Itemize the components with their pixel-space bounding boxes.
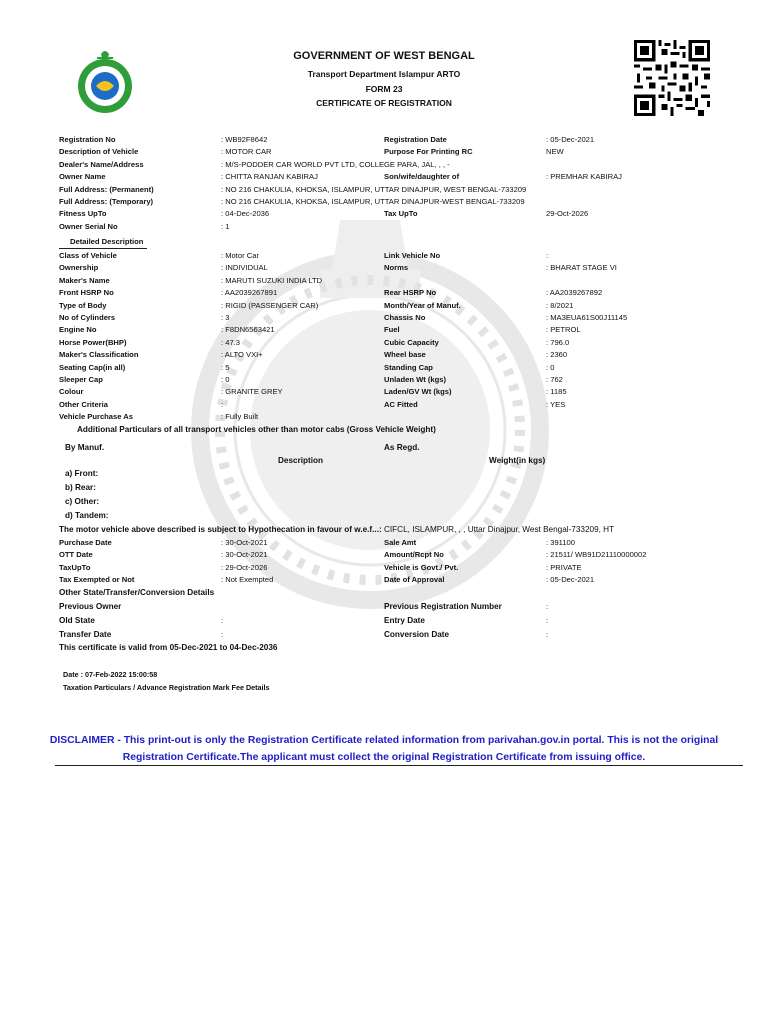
purchase-value: : 30-Oct-2021: [221, 550, 268, 560]
form-number: FORM 23: [365, 84, 403, 94]
details-label: Front HSRP No: [59, 288, 114, 298]
transfer-date-label: Transfer Date: [59, 630, 112, 639]
details-label-right: Rear HSRP No: [384, 288, 437, 298]
details-label-right: Unladen Wt (kgs): [384, 375, 447, 384]
details-label: Class of Vehicle: [59, 251, 117, 260]
details-value: : Motor Car: [221, 251, 259, 260]
weight-column-header: Weight(in kgs): [489, 456, 546, 465]
government-title: GOVERNMENT OF WEST BENGAL: [293, 50, 475, 62]
purchase-label: TaxUpTo: [59, 562, 91, 572]
fields-label-right: Purpose For Printing RC: [384, 147, 473, 157]
fields-label: Full Address: (Temporary): [59, 197, 154, 206]
conversion-date-value: :: [546, 630, 549, 639]
details-value: : 47.3: [221, 337, 240, 347]
axle-tandem-label: d) Tandem:: [65, 511, 109, 520]
additional-particulars-heading: Additional Particulars of all transport vehicles other than motor cabs (Gross Vehicle Weight): [77, 425, 436, 434]
department-title: Transport Department Islampur ARTO: [307, 69, 461, 79]
details-label: Ownership: [59, 263, 99, 273]
hypothecation-text: The motor vehicle above described is subject to Hypothecation in favour of w.e.f...:: [59, 525, 382, 534]
details-value-right: : AA2039267892: [546, 288, 603, 298]
purchase-value: : 29-Oct-2026: [221, 562, 268, 572]
taxation-particulars: Taxation Particulars / Advance Registration Mark Fee Details: [63, 683, 270, 692]
detailed-heading-underline: [59, 248, 147, 249]
details-value: : GRANITE GREY: [221, 387, 283, 397]
fields-label: Full Address: (Permanent): [59, 184, 154, 194]
details-label: Seating Cap(in all): [59, 362, 126, 372]
details-value: :: [221, 399, 224, 409]
purchase-value: : 30-Oct-2021: [221, 538, 268, 547]
axle-rear-label: b) Rear:: [65, 483, 96, 492]
fields-label: Registration No: [59, 135, 116, 144]
print-date: Date : 07-Feb-2022 15:00:58: [63, 670, 158, 679]
purchase-value-right: : 391100: [546, 538, 575, 547]
details-label-right: Month/Year of Manuf.: [384, 300, 461, 310]
description-column-header: Description: [278, 456, 324, 465]
details-value-right: : 762: [546, 375, 563, 384]
details-value-right: : MA3EUA61S00J11145: [546, 313, 628, 322]
purchase-label-right: Date of Approval: [384, 575, 445, 585]
details-label-right: Fuel: [384, 325, 400, 335]
certificate-title: CERTIFICATE OF REGISTRATION: [316, 98, 452, 108]
details-value: : Fully Built: [221, 412, 259, 422]
purchase-label: Tax Exempted or Not: [59, 575, 135, 585]
fields-value: : NO 216 CHAKULIA, KHOKSA, ISLAMPUR, UTTAR DINAJPUR-WEST BENGAL-733209: [221, 197, 525, 206]
details-value: : 5: [221, 362, 230, 372]
fields-value-right: : PREMHAR KABIRAJ: [546, 172, 622, 182]
details-label-right: Link Vehicle No: [384, 251, 441, 260]
validity-statement: This certificate is valid from 05-Dec-2021 to 04-Dec-2036: [59, 643, 278, 652]
fields-value: : WB92F8642: [221, 135, 268, 144]
old-state-value: :: [221, 616, 224, 625]
details-value: : ALTO VXI+: [221, 350, 263, 360]
details-label: No of Cylinders: [59, 313, 116, 322]
disclaimer-text: DISCLAIMER - This print-out is only the Registration Certificate related information from parivahan.gov.in portal. This is not the original Registration Certificate.The applicant must collect the original Registration Certificate from issuing office.: [49, 735, 719, 763]
old-state-label: Old State: [59, 616, 95, 625]
details-label: Sleeper Cap: [59, 375, 103, 384]
purchase-value-right: : 21511/ WB91D21110000002: [546, 550, 647, 560]
details-label-right: AC Fitted: [384, 399, 418, 409]
entry-date-value: :: [546, 616, 549, 625]
fields-label-right: Registration Date: [384, 135, 447, 144]
details-value-right: : PETROL: [546, 325, 581, 335]
previous-owner-label: Previous Owner: [59, 602, 122, 611]
fields-value: : M/S-PODDER CAR WORLD PVT LTD, COLLEGE PARA, JAL, , , -: [221, 159, 450, 169]
details-value: : 0: [221, 375, 230, 384]
details-value: : AA2039267891: [221, 288, 278, 298]
details-value-right: : 0: [546, 362, 555, 372]
other-state-heading: Other State/Transfer/Conversion Details: [59, 588, 215, 597]
details-value: : MARUTI SUZUKI INDIA LTD: [221, 275, 323, 285]
transfer-date-value: :: [221, 630, 224, 639]
fields-value-right: 29-Oct-2026: [546, 209, 589, 219]
fields-label: Owner Name: [59, 172, 106, 182]
details-label-right: Laden/GV Wt (kgs): [384, 387, 452, 397]
fields-value: : 1: [221, 221, 230, 231]
details-label-right: Wheel base: [384, 350, 426, 360]
details-label-right: Norms: [384, 263, 409, 273]
fields-label-right: Son/wife/daughter of: [384, 172, 460, 182]
fields-value: : 04-Dec-2036: [221, 209, 270, 219]
hypothecation-line: [59, 525, 614, 534]
hypothecation-value: CIFCL, ISLAMPUR, , , Uttar Dinajpur, West Bengal-733209, HT: [381, 525, 615, 534]
details-value-right: :: [546, 251, 549, 260]
as-regd-label: As Regd.: [384, 443, 420, 452]
purchase-label-right: Vehicle is Govt./ Pvt.: [384, 562, 459, 572]
detailed-description-heading: Detailed Description: [70, 237, 144, 246]
details-label-right: Standing Cap: [384, 362, 433, 372]
fields-label: Owner Serial No: [59, 221, 118, 231]
fields-value: : NO 216 CHAKULIA, KHOKSA, ISLAMPUR, UTTAR DINAJPUR, WEST BENGAL-733209: [221, 184, 527, 194]
purchase-label-right: Sale Amt: [384, 538, 417, 547]
fields-label-right: Tax UpTo: [384, 209, 418, 219]
purchase-label: OTT Date: [59, 550, 93, 560]
fields-value: : MOTOR CAR: [221, 147, 272, 157]
details-value-right: : BHARAT STAGE VI: [546, 263, 617, 273]
previous-registration-value: :: [546, 602, 549, 611]
details-label-right: Chassis No: [384, 313, 426, 322]
conversion-date-label: Conversion Date: [384, 630, 450, 639]
purchase-label-right: Amount/Rcpt No: [384, 550, 444, 560]
axle-other-label: c) Other:: [65, 497, 100, 506]
details-label: Engine No: [59, 325, 97, 335]
details-value-right: : 796.0: [546, 337, 570, 347]
details-label: Vehicle Purchase As: [59, 412, 134, 422]
purchase-label: Purchase Date: [59, 538, 112, 547]
details-value: : 3: [221, 313, 230, 322]
fields-value: : CHITTA RANJAN KABIRAJ: [221, 172, 318, 182]
disclaimer-rule: [55, 765, 743, 766]
purchase-value-right: : PRIVATE: [546, 562, 582, 572]
details-label: Horse Power(BHP): [59, 337, 127, 347]
entry-date-label: Entry Date: [384, 616, 425, 625]
details-value-right: : 8/2021: [546, 300, 574, 310]
details-label: Other Criteria: [59, 399, 108, 409]
details-value-right: : YES: [546, 399, 566, 409]
details-value: : INDIVIDUAL: [221, 263, 268, 273]
fields-label: Description of Vehicle: [59, 147, 139, 157]
purchase-value-right: : 05-Dec-2021: [546, 575, 595, 585]
details-value: : RIGID (PASSENGER CAR): [221, 300, 319, 310]
details-label: Maker's Name: [59, 275, 110, 285]
fields-value-right: NEW: [546, 147, 564, 157]
fields-label: Fitness UpTo: [59, 209, 107, 219]
axle-front-label: a) Front:: [65, 469, 99, 478]
details-label-right: Cubic Capacity: [384, 337, 439, 347]
previous-registration-label: Previous Registration Number: [384, 602, 502, 611]
details-label: Maker's Classification: [59, 350, 139, 360]
fields-label: Dealer's Name/Address: [59, 159, 144, 169]
fields-value-right: : 05-Dec-2021: [546, 135, 595, 144]
details-label: Colour: [59, 387, 84, 397]
details-value-right: : 2360: [546, 350, 568, 360]
details-value-right: : 1185: [546, 387, 567, 397]
details-value: : F8DN6563421: [221, 325, 275, 335]
purchase-value: : Not Exempted: [221, 575, 274, 585]
by-manuf-label: By Manuf.: [65, 443, 105, 452]
details-label: Type of Body: [59, 300, 107, 310]
